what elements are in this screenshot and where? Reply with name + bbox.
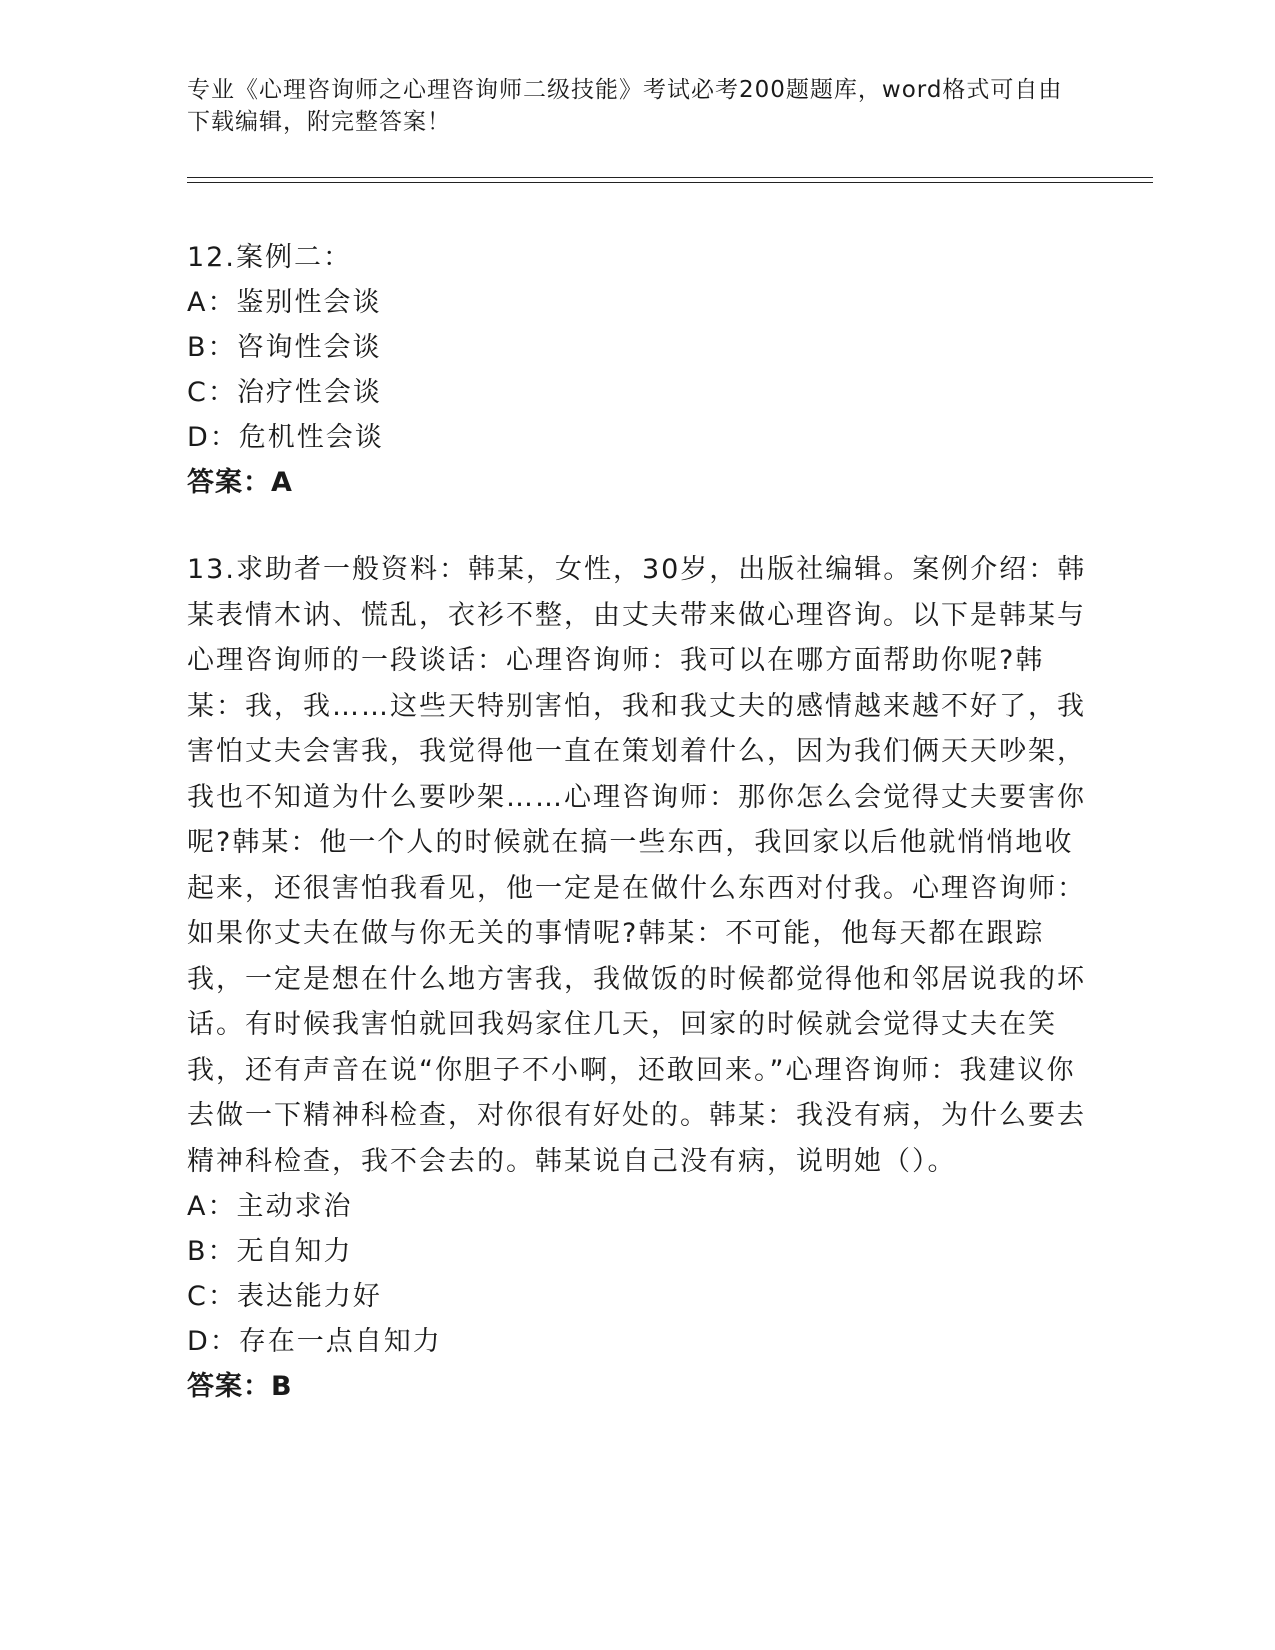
option-b: B：无自知力 [187, 1236, 353, 1267]
question-list [187, 235, 1087, 1409]
answer-line: 答案：B [187, 1371, 293, 1402]
option-c: C：治疗性会谈 [187, 377, 382, 408]
option-d: D：危机性会谈 [187, 422, 384, 453]
header-divider-bottom [187, 182, 1153, 183]
question-12 [187, 235, 1087, 505]
option-a: A：主动求治 [187, 1191, 353, 1222]
question-13 [187, 547, 1087, 1409]
header-divider-top [187, 177, 1153, 178]
question-stem: 13.求助者一般资料：韩某，女性，30岁，出版社编辑。案例介绍：韩某表情木讷、慌乱，衣衫不整，由丈夫带来做心理咨询。以下是韩某与心理咨询师的一段谈话：心理咨询师：我可以在哪方面帮助你呢?韩某：我，我……这些天特别害怕，我和我丈夫的感情越来越不好了，我害怕丈夫会害我，我觉得他一直在策划着什么，因为我们俩天天吵架，我也不知道为什么要吵架……心理咨询师：那你怎么会觉得丈夫要害你呢?韩某：他一个人的时候就在搞一些东西，我回家以后他就悄悄地收起来，还很害怕我看见，他一定是在做什么东西对付我。心理咨询师：如果你丈夫在做与你无关的事情呢?韩某：不可能，他每天都在跟踪我，一定是想在什么地方害我，我做饭的时候都觉得他和邻居说我的坏话。有时候我害怕就回我妈家住几天，回家的时候就会觉得丈夫在笑我，还有声音在说“你胆子不小啊，还敢回来。”心理咨询师：我建议你去做一下精神科检查，对你很有好处的。韩某：我没有病，为什么要去精神科检查，我不会去的。韩某说自己没有病，说明她（）。 [187, 554, 1087, 1177]
option-d: D：存在一点自知力 [187, 1326, 442, 1357]
document-header: 专业《心理咨询师之心理咨询师二级技能》考试必考200题题库，word格式可自由下载编辑，附完整答案！ [187, 77, 1063, 135]
question-stem: 12.案例二： [187, 242, 352, 273]
option-b: B：咨询性会谈 [187, 332, 382, 363]
option-a: A：鉴别性会谈 [187, 287, 382, 318]
question-spacer [187, 505, 1087, 547]
option-c: C：表达能力好 [187, 1281, 382, 1312]
answer-line: 答案：A [187, 467, 293, 498]
